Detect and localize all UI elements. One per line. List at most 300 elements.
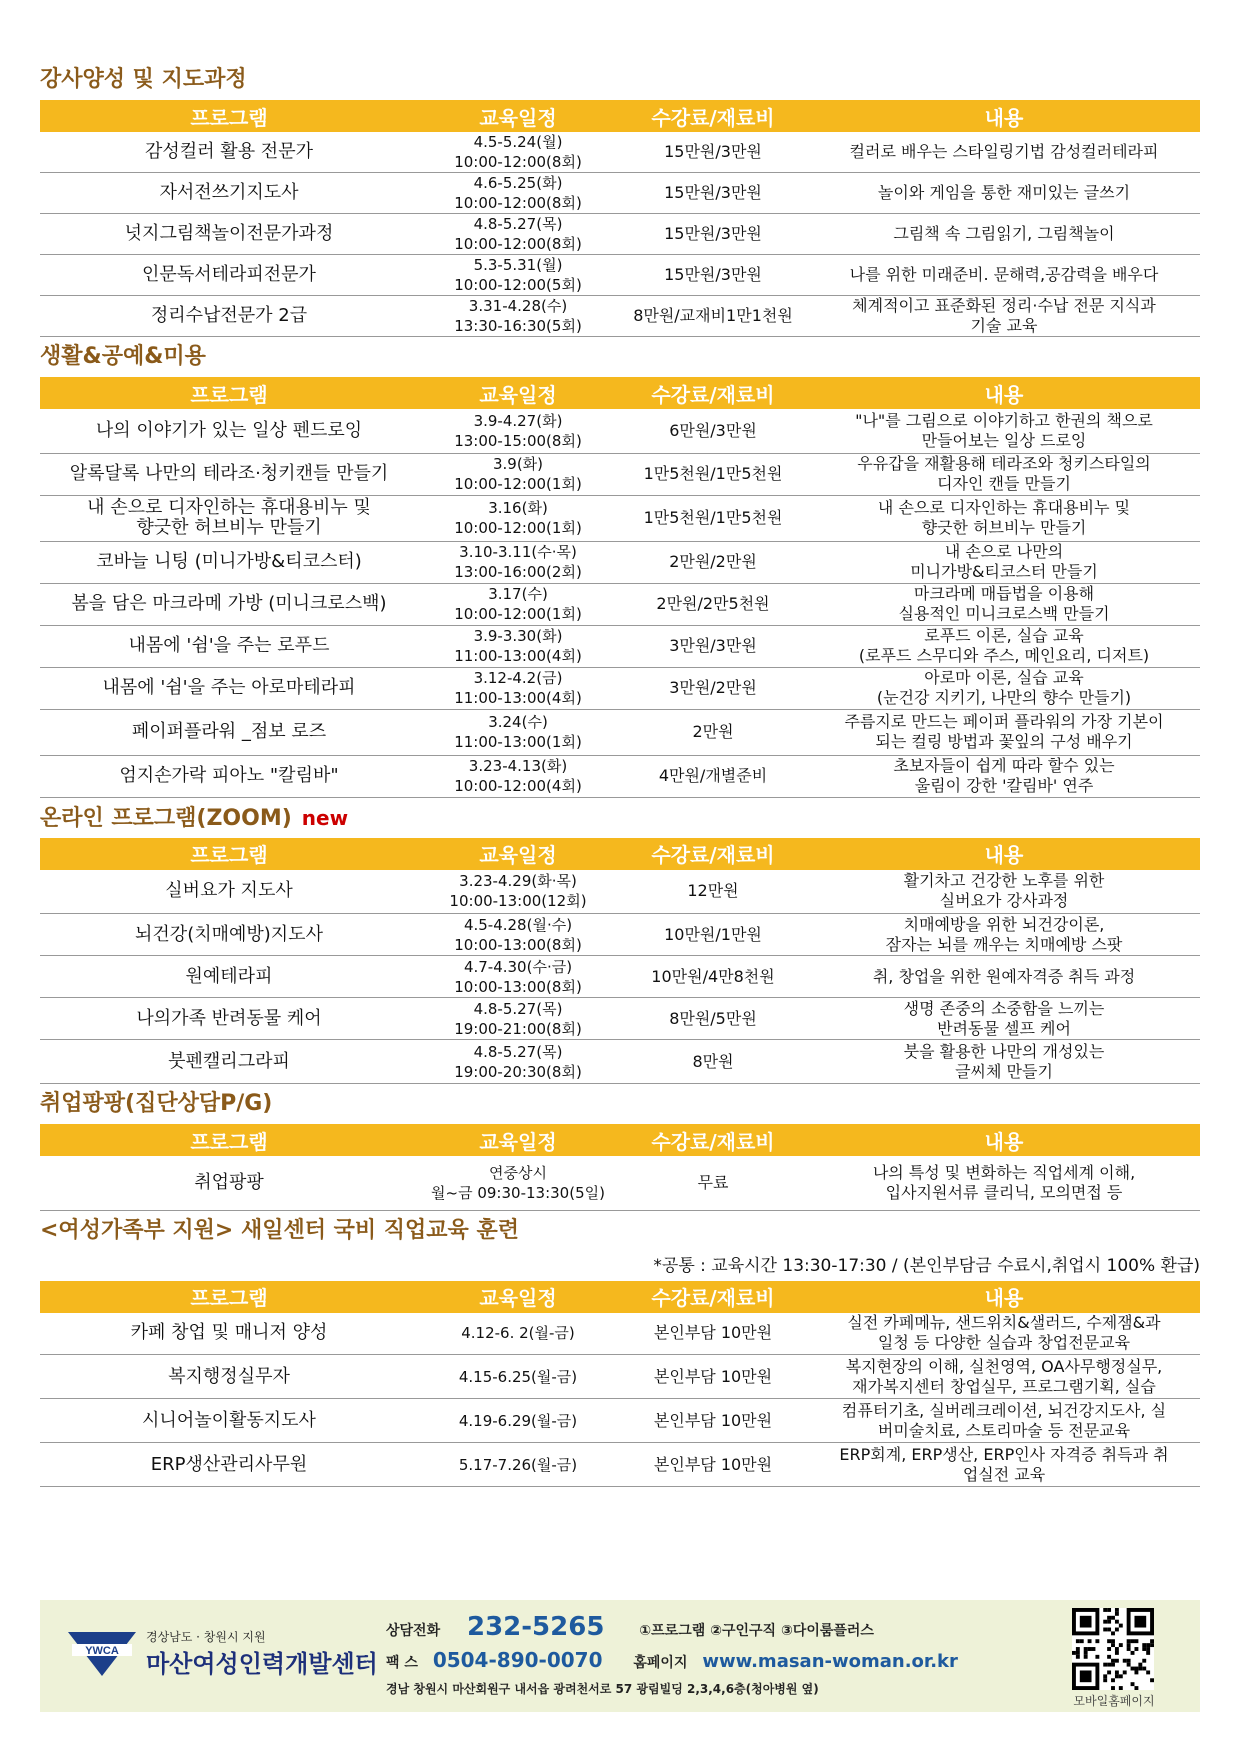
program-line: 원예테라피 (185, 965, 273, 987)
schedule-line: 10:00-12:00(5회) (454, 276, 582, 294)
cell-fee (618, 870, 808, 914)
section-title: 온라인 프로그램(ZOOM) new (40, 805, 349, 831)
cell-content (808, 1399, 1200, 1443)
schedule-line: 13:00-15:00(8회) (454, 431, 582, 450)
content-line: 복지현장의 이해, 실천영역, OA사무행정실무, (845, 1356, 1163, 1376)
schedule-line: 3.31-4.28(수) (468, 297, 568, 315)
content-line: 활기차고 건강한 노후를 위한 (903, 871, 1105, 891)
content-line: 실전 카페메뉴, 샌드위치&샐러드, 수제잼&과 (847, 1313, 1161, 1333)
cell-content (808, 625, 1200, 667)
fee-line: 15만원/3만원 (664, 183, 762, 202)
program-table (40, 1124, 1200, 1211)
cell-content (808, 173, 1200, 214)
cell-program (40, 255, 418, 296)
content-line: (눈건강 지키기, 나만의 향수 만들기) (876, 688, 1132, 707)
cell-content (808, 453, 1200, 495)
table-row (40, 1355, 1200, 1399)
fee-line: 8만원/5만원 (669, 1008, 757, 1028)
content-line: 내 손으로 디자인하는 휴대용비누 및 (877, 498, 1131, 517)
cell-program (40, 296, 418, 337)
cell-fee (618, 1443, 808, 1487)
content-line: "나"를 그림으로 이야기하고 한권의 책으로 (855, 410, 1153, 430)
cell-content (808, 870, 1200, 914)
program-line: 붓펜캘리그라피 (168, 1050, 290, 1072)
schedule-line: 3.23-4.29(화·목) (459, 872, 577, 891)
column-header: 수강료/재료비 (618, 377, 808, 409)
schedule-line: 19:00-21:00(8회) (454, 1019, 582, 1038)
cell-content (808, 667, 1200, 709)
content-line: 일청 등 다양한 실습과 창업전문교육 (877, 1333, 1131, 1353)
fee-line: 본인부담 10만원 (653, 1454, 773, 1474)
cell-content (808, 296, 1200, 337)
schedule-line: 3.24(수) (488, 713, 548, 731)
fee-line: 10만원/1만원 (664, 924, 762, 944)
cell-program (40, 1156, 418, 1210)
column-header: 수강료/재료비 (618, 838, 808, 870)
schedule-line: 10:00-12:00(1회) (454, 475, 582, 493)
cell-program (40, 870, 418, 914)
cell-fee (618, 1355, 808, 1399)
program-line: 넛지그림책놀이전문가과정 (124, 223, 334, 244)
column-header: 수강료/재료비 (618, 1124, 808, 1156)
fee-line: 15만원/3만원 (664, 265, 762, 284)
cell-fee (618, 998, 808, 1040)
cell-content (808, 409, 1200, 453)
column-header: 교육일정 (418, 377, 618, 409)
content-line: 되는 컬링 방법과 꽃잎의 구성 배우기 (875, 732, 1133, 751)
fee-line: 1만5천원/1만5천원 (643, 508, 783, 527)
fee-line: 1만5천원/1만5천원 (643, 464, 783, 483)
fee-line: 3만원/3만원 (669, 636, 757, 655)
program-line: 인문독서테라피전문가 (142, 264, 316, 285)
table-row (40, 1040, 1200, 1084)
fee-line: 본인부담 10만원 (653, 1323, 773, 1343)
cell-program (40, 132, 418, 173)
fee-line: 본인부담 10만원 (653, 1366, 773, 1386)
content-line: 기술 교육 (970, 316, 1038, 335)
content-line: 입사지원서류 클리닉, 모의면접 등 (885, 1182, 1123, 1202)
cell-content (808, 956, 1200, 998)
program-line: 내몸에 '쉼'을 주는 로푸드 (128, 635, 330, 656)
schedule-line: 10:00-13:00(12회) (449, 892, 587, 911)
column-header: 내용 (808, 1281, 1200, 1313)
org-name: 마산여성인력개발센터 (146, 1650, 378, 1678)
cell-fee (618, 173, 808, 214)
section-title: 강사양성 및 지도과정 (40, 67, 247, 92)
table-row (40, 667, 1200, 709)
content-line: 디자인 캔들 만들기 (937, 474, 1071, 493)
program-line: 감성컬러 활용 전문가 (145, 141, 313, 162)
cell-fee (618, 1040, 808, 1084)
table-row (40, 914, 1200, 956)
program-table (40, 377, 1200, 798)
table-row (40, 541, 1200, 583)
program-line: 엄지손가락 피아노 "칼림바" (119, 765, 339, 786)
schedule-line: 10:00-13:00(8회) (454, 935, 582, 954)
cell-program (40, 709, 418, 755)
schedule-line: 4.12-6. 2(월-금) (461, 1324, 575, 1343)
schedule-line: 4.7-4.30(수·금) (463, 957, 573, 976)
phone-label: 상담전화 (386, 1623, 441, 1639)
program-line: 페이퍼플라워 _점보 로즈 (131, 721, 327, 742)
content-line: 로푸드 이론, 실습 교육 (924, 626, 1084, 645)
content-line: 놀이와 게임을 통한 재미있는 글쓰기 (877, 183, 1131, 202)
cell-content (808, 541, 1200, 583)
cell-content (808, 755, 1200, 797)
program-line: 내 손으로 디자인하는 휴대용비누 및 (87, 497, 371, 518)
cell-fee (618, 255, 808, 296)
schedule-line: 11:00-13:00(4회) (454, 689, 582, 707)
cell-schedule (418, 132, 618, 173)
section-title: 취업팡팡(집단상담P/G) (40, 1091, 273, 1116)
schedule-line: 3.23-4.13(화) (468, 757, 568, 775)
content-line: 실용적인 미니크로스백 만들기 (898, 604, 1110, 623)
cell-program (40, 1443, 418, 1487)
cell-fee (618, 214, 808, 255)
content-line: 치매예방을 위한 뇌건강이론, (903, 914, 1105, 934)
program-line: 나의가족 반려동물 케어 (136, 1007, 322, 1029)
fee-line: 4만원/개별준비 (658, 766, 768, 785)
content-line: 아로마 이론, 실습 교육 (924, 668, 1084, 687)
table-header-row (40, 1281, 1200, 1313)
program-line: 내몸에 '쉼'을 주는 아로마테라피 (102, 677, 356, 698)
cell-schedule (418, 998, 618, 1040)
cell-fee (618, 914, 808, 956)
address: 경남 창원시 마산회원구 내서읍 광려천서로 57 광림빌딩 2,3,4,6층(청아병원 옆) (386, 1682, 819, 1696)
cell-schedule (418, 214, 618, 255)
fee-line: 2만원/2만5천원 (656, 594, 770, 613)
column-header: 프로그램 (40, 1124, 418, 1156)
content-line: 향긋한 허브비누 만들기 (921, 518, 1087, 537)
content-line: 취, 창업을 위한 원예자격증 취득 과정 (872, 966, 1136, 986)
table-row (40, 296, 1200, 337)
cell-content (808, 132, 1200, 173)
cell-program (40, 667, 418, 709)
cell-program (40, 755, 418, 797)
section-title: 생활&공예&미용 (40, 344, 206, 369)
cell-fee (618, 1313, 808, 1355)
cell-content (808, 255, 1200, 296)
schedule-line: 월~금 09:30-13:30(5일) (431, 1183, 605, 1202)
content-line: 내 손으로 나만의 (944, 542, 1064, 561)
content-line: 초보자들이 쉽게 따라 할수 있는 (893, 756, 1115, 775)
column-header: 교육일정 (418, 100, 618, 132)
fee-line: 8만원 (692, 1051, 734, 1071)
schedule-line: 4.15-6.25(월-금) (458, 1367, 578, 1386)
cell-schedule (418, 1399, 618, 1443)
column-header: 프로그램 (40, 838, 418, 870)
column-header: 프로그램 (40, 377, 418, 409)
content-line: 체계적이고 표준화된 정리·수납 전문 지식과 (852, 296, 1156, 315)
table-header-row (40, 1124, 1200, 1156)
table-row (40, 495, 1200, 541)
cell-content (808, 998, 1200, 1040)
cell-program (40, 1313, 418, 1355)
schedule-line: 10:00-13:00(8회) (454, 977, 582, 996)
table-row (40, 1443, 1200, 1487)
content-line: 실버요가 강사과정 (939, 891, 1069, 911)
cell-program (40, 1355, 418, 1399)
column-header: 내용 (808, 838, 1200, 870)
cell-program (40, 1399, 418, 1443)
table-row (40, 870, 1200, 914)
schedule-line: 3.9-3.30(화) (473, 627, 563, 645)
table-row (40, 998, 1200, 1040)
column-header: 교육일정 (418, 838, 618, 870)
cell-fee (618, 625, 808, 667)
content-line: 생명 존중의 소중함을 느끼는 (903, 998, 1105, 1018)
cell-schedule (418, 1313, 618, 1355)
content-line: 우유갑을 재활용해 테라조와 청키스타일의 (857, 454, 1151, 473)
content-line: 그림책 속 그림읽기, 그림책놀이 (893, 224, 1115, 243)
fax-number: 0504-890-0070 (432, 1648, 603, 1672)
qr-label: 모바일홈페이지 (1073, 1694, 1155, 1708)
cell-schedule (418, 541, 618, 583)
cell-program (40, 173, 418, 214)
schedule-line: 10:00-12:00(8회) (454, 235, 582, 253)
cell-fee (618, 541, 808, 583)
fee-line: 15만원/3만원 (664, 224, 762, 243)
new-badge: new (301, 805, 349, 830)
content-line: (로푸드 스무디와 주스, 메인요리, 디저트) (858, 646, 1150, 665)
cell-schedule (418, 625, 618, 667)
column-header: 내용 (808, 377, 1200, 409)
cell-program (40, 625, 418, 667)
schedule-line: 11:00-13:00(4회) (454, 647, 582, 665)
schedule-line: 4.19-6.29(월-금) (458, 1411, 578, 1430)
cell-schedule (418, 409, 618, 453)
table-row (40, 255, 1200, 296)
cell-schedule (418, 495, 618, 541)
program-line: 자서전쓰기지도사 (159, 182, 299, 203)
cell-schedule (418, 956, 618, 998)
cell-schedule (418, 583, 618, 625)
schedule-line: 3.10-3.11(수·목) (459, 543, 577, 561)
cell-content (808, 1443, 1200, 1487)
cell-content (808, 1355, 1200, 1399)
fee-line: 6만원/3만원 (669, 420, 757, 440)
cell-content (808, 583, 1200, 625)
column-header: 내용 (808, 100, 1200, 132)
program-line: 봄을 담은 마크라메 가방 (미니크로스백) (71, 593, 387, 614)
fee-line: 12만원 (687, 881, 739, 901)
cell-fee (618, 296, 808, 337)
program-table (40, 1281, 1200, 1488)
cell-fee (618, 1156, 808, 1210)
table-row (40, 214, 1200, 255)
column-header: 수강료/재료비 (618, 1281, 808, 1313)
schedule-line: 13:00-16:00(2회) (454, 563, 582, 581)
cell-fee (618, 132, 808, 173)
schedule-line: 4.5-5.24(월) (473, 133, 563, 151)
cell-program (40, 453, 418, 495)
ywca-logo-icon (68, 1632, 136, 1676)
table-header-row (40, 377, 1200, 409)
cell-fee (618, 1399, 808, 1443)
content-line: 재가복지센터 창업실무, 프로그램기획, 실습 (852, 1376, 1156, 1396)
schedule-line: 11:00-13:00(1회) (454, 733, 582, 751)
cell-schedule (418, 173, 618, 214)
footer (40, 1600, 1200, 1712)
fee-line: 본인부담 10만원 (653, 1410, 773, 1430)
schedule-line: 13:30-16:30(5회) (454, 317, 582, 335)
content-line: 컴퓨터기초, 실버레크레이션, 뇌건강지도사, 실 (841, 1400, 1167, 1420)
program-line: 뇌건강(치매예방)지도사 (135, 923, 323, 945)
cell-fee (618, 583, 808, 625)
fee-line: 8만원/교재비1만1천원 (633, 306, 793, 325)
cell-program (40, 214, 418, 255)
cell-schedule (418, 296, 618, 337)
table-row (40, 1399, 1200, 1443)
schedule-line: 3.16(화) (488, 499, 548, 517)
cell-schedule (418, 453, 618, 495)
table-header-row (40, 838, 1200, 870)
table-row (40, 1156, 1200, 1210)
table-row (40, 755, 1200, 797)
phone-number[interactable]: 232-5265 (466, 1612, 605, 1642)
fax-line (386, 1648, 958, 1672)
fee-line: 무료 (697, 1172, 729, 1192)
cell-content (808, 1313, 1200, 1355)
content-line: 마크라메 매듭법을 이용해 (913, 584, 1095, 603)
cell-content (808, 1040, 1200, 1084)
schedule-line: 4.6-5.25(화) (473, 174, 563, 192)
program-line: 실버요가 지도사 (165, 880, 293, 902)
schedule-line: 3.9-4.27(화) (473, 411, 563, 430)
content-line: 주름지로 만드는 페이퍼 플라워의 가장 기본이 (844, 712, 1164, 731)
cell-fee (618, 667, 808, 709)
phone-menu: ①프로그램 ②구인구직 ③다이룸플러스 (639, 1623, 874, 1639)
program-line: 향긋한 허브비누 만들기 (136, 517, 322, 538)
fee-line: 2만원/2만원 (669, 552, 757, 571)
cell-content (808, 214, 1200, 255)
program-line: ERP생산관리사무원 (150, 1453, 308, 1475)
cell-fee (618, 956, 808, 998)
content-line: 나의 특성 및 변화하는 직업세계 이해, (872, 1162, 1136, 1182)
schedule-line: 4.8-5.27(목) (473, 215, 563, 233)
column-header: 프로그램 (40, 100, 418, 132)
column-header: 교육일정 (418, 1281, 618, 1313)
content-line: 만들어보는 일상 드로잉 (921, 430, 1087, 450)
cell-fee (618, 495, 808, 541)
table-row (40, 173, 1200, 214)
homepage-label: 홈페이지 (633, 1655, 688, 1671)
schedule-line: 5.17-7.26(월-금) (458, 1455, 578, 1474)
program-line: 나의 이야기가 있는 일상 펜드로잉 (95, 419, 363, 441)
schedule-line: 10:00-12:00(8회) (454, 153, 582, 171)
cell-schedule (418, 1040, 618, 1084)
cell-fee (618, 409, 808, 453)
program-table (40, 838, 1200, 1085)
column-header: 수강료/재료비 (618, 100, 808, 132)
phone-line (386, 1612, 874, 1642)
program-line: 카페 창업 및 매니저 양성 (130, 1322, 328, 1344)
schedule-line: 10:00-12:00(1회) (454, 519, 582, 537)
qr-code-icon[interactable] (1072, 1608, 1154, 1690)
schedule-line: 3.12-4.2(금) (473, 669, 563, 687)
cell-program (40, 998, 418, 1040)
content-line: 버미술치료, 스토리마술 등 전문교육 (877, 1420, 1131, 1440)
program-line: 취업팡팡 (194, 1171, 264, 1193)
schedule-line: 3.17(수) (488, 585, 548, 603)
fee-line: 15만원/3만원 (664, 142, 762, 161)
cell-program (40, 956, 418, 998)
program-line: 정리수납전문가 2급 (150, 305, 308, 326)
cell-schedule (418, 755, 618, 797)
homepage-link[interactable]: www.masan-woman.or.kr (702, 1651, 958, 1672)
cell-schedule (418, 255, 618, 296)
cell-schedule (418, 709, 618, 755)
cell-program (40, 1040, 418, 1084)
content-line: 붓을 활용한 나만의 개성있는 (903, 1041, 1105, 1061)
table-row (40, 956, 1200, 998)
logo-text: YWCA (85, 1645, 119, 1657)
fax-label: 팩 스 (386, 1655, 418, 1671)
org-logo (68, 1626, 408, 1686)
cell-fee (618, 453, 808, 495)
fee-line: 10만원/4만8천원 (651, 966, 775, 986)
cell-schedule (418, 870, 618, 914)
table-header-row (40, 100, 1200, 132)
column-header: 프로그램 (40, 1281, 418, 1313)
table-row (40, 132, 1200, 173)
table-row (40, 453, 1200, 495)
table-row (40, 1313, 1200, 1355)
program-table (40, 100, 1200, 337)
org-region: 경상남도 · 창원시 지원 (146, 1630, 266, 1644)
content-line: 미니가방&티코스터 만들기 (910, 562, 1098, 581)
content-line: 반려동물 셀프 케어 (937, 1018, 1071, 1038)
cell-schedule (418, 914, 618, 956)
table-row (40, 625, 1200, 667)
cell-schedule (418, 1156, 618, 1210)
program-line: 시니어놀이활동지도사 (142, 1409, 316, 1431)
cell-program (40, 583, 418, 625)
fee-line: 2만원 (692, 722, 734, 741)
content-line: 잠자는 뇌를 깨우는 치매예방 스팟 (885, 934, 1123, 954)
schedule-line: 4.8-5.27(목) (473, 1042, 563, 1061)
schedule-line: 4.5-4.28(월·수) (463, 915, 573, 934)
schedule-line: 4.8-5.27(목) (473, 999, 563, 1018)
cell-content (808, 914, 1200, 956)
program-line: 코바늘 니팅 (미니가방&티코스터) (96, 551, 362, 572)
schedule-line: 연중상시 (489, 1163, 547, 1182)
content-line: 울림이 강한 '칼림바' 연주 (914, 776, 1094, 795)
cell-content (808, 709, 1200, 755)
schedule-line: 19:00-20:30(8회) (454, 1062, 582, 1081)
column-header: 내용 (808, 1124, 1200, 1156)
program-line: 알록달록 나만의 테라조·청키캔들 만들기 (69, 463, 389, 484)
schedule-line: 10:00-12:00(8회) (454, 194, 582, 212)
program-line: 복지행정실무자 (168, 1365, 290, 1387)
cell-content (808, 1156, 1200, 1210)
cell-schedule (418, 667, 618, 709)
cell-content (808, 495, 1200, 541)
table-row (40, 583, 1200, 625)
table-row (40, 409, 1200, 453)
cell-schedule (418, 1355, 618, 1399)
cell-program (40, 495, 418, 541)
table-row (40, 709, 1200, 755)
schedule-line: 10:00-12:00(4회) (454, 777, 582, 795)
content-line: ERP회계, ERP생산, ERP인사 자격증 취득과 취 (839, 1444, 1169, 1464)
cell-program (40, 541, 418, 583)
section-title: <여성가족부 지원> 새일센터 국비 직업교육 훈련 (40, 1217, 519, 1243)
cell-program (40, 914, 418, 956)
fee-line: 3만원/2만원 (669, 678, 757, 697)
column-header: 교육일정 (418, 1124, 618, 1156)
schedule-line: 5.3-5.31(월) (473, 256, 563, 274)
